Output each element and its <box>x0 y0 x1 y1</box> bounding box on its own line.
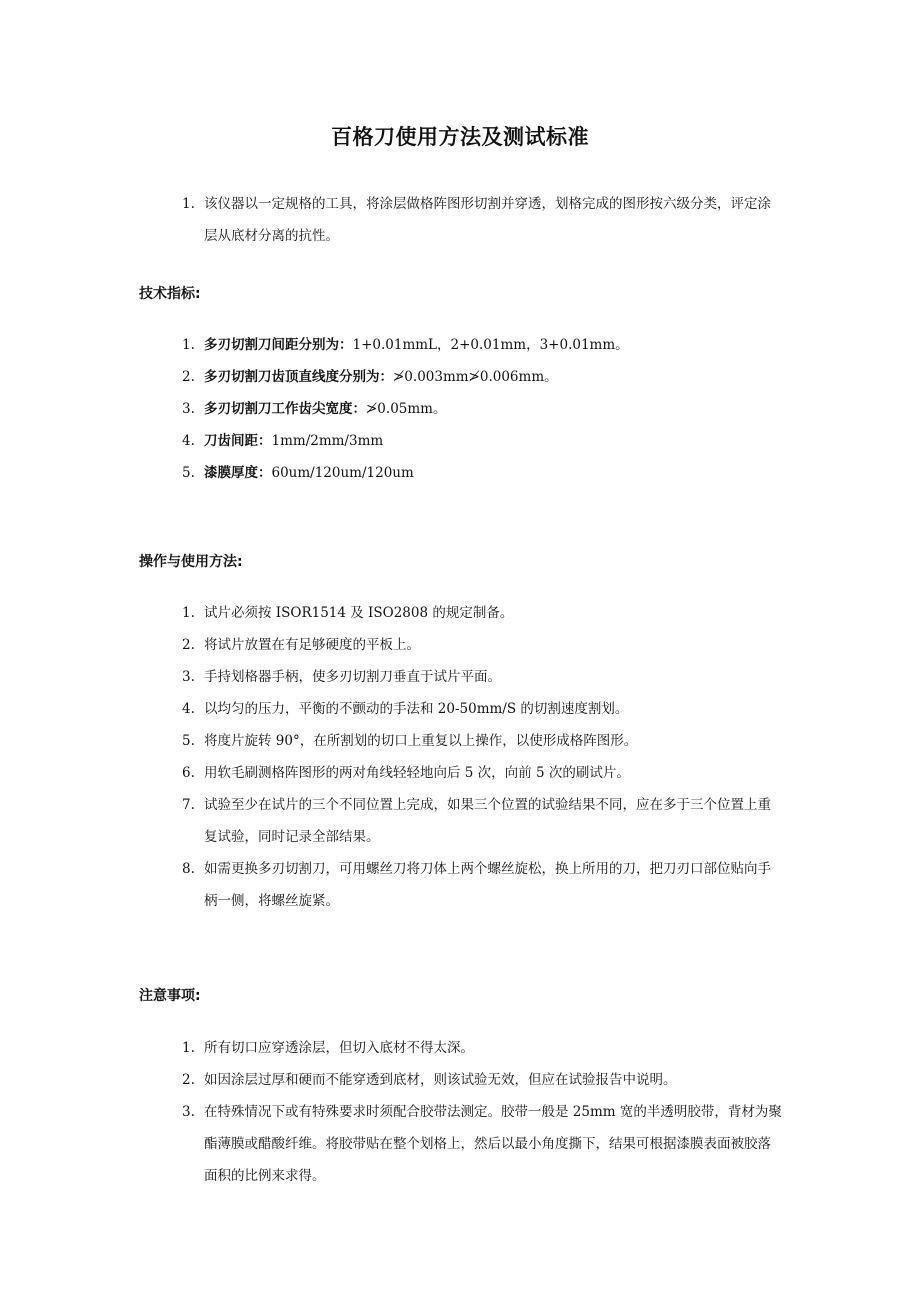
item-number: 1. <box>182 337 195 353</box>
item-number: 5. <box>182 733 195 749</box>
section-heading-ops: 操作与使用方法: <box>139 554 243 570</box>
item-text: 以均匀的压力，平衡的不颤动的手法和 20-50mm/S 的切割速度割划。 <box>204 701 629 717</box>
item-text: 60um/120um/120um <box>271 465 414 481</box>
list-item <box>182 853 782 917</box>
list-item <box>182 393 782 425</box>
item-text: 在特殊情况下或有特殊要求时须配合胶带法测定。胶带一般是 25mm 宽的半透明胶带，背材为聚酯薄膜或醋酸纤维。将胶带贴在整个划格上，然后以最小角度撕下，结果可根据漆膜表面被胶落面积的比例来求得。 <box>204 1104 782 1184</box>
list-item <box>182 1032 782 1064</box>
item-text: ≯0.003mm≯0.006mm。 <box>393 369 558 385</box>
item-label: 多刃切割刀齿顶直线度分别为： <box>204 369 393 385</box>
item-number: 8. <box>182 861 195 877</box>
item-text: 如因涂层过厚和硬而不能穿透到底材，则该试验无效，但应在试验报告中说明。 <box>204 1072 677 1088</box>
item-text: 所有切口应穿透涂层，但切入底材不得太深。 <box>204 1040 474 1056</box>
section-heading-tech: 技术指标: <box>139 286 201 302</box>
list-item <box>182 1064 782 1096</box>
section-heading-notes: 注意事项: <box>139 988 201 1004</box>
list-item <box>182 789 782 853</box>
item-text: 如需更换多刃切割刀，可用螺丝刀将刀体上两个螺丝旋松，换上所用的刀，把刀刃口部位贴向手柄一侧，将螺丝旋紧。 <box>204 861 771 909</box>
item-number: 3. <box>182 1104 195 1120</box>
item-label: 多刃切割刀间距分别为： <box>204 337 353 353</box>
list-item <box>182 693 782 725</box>
item-number: 5. <box>182 465 195 481</box>
item-number: 2. <box>182 1072 195 1088</box>
item-text: 1mm/2mm/3mm <box>271 433 384 449</box>
item-number: 7. <box>182 797 195 813</box>
list-item <box>182 629 782 661</box>
list-item <box>182 361 782 393</box>
list-item <box>182 457 782 489</box>
item-text: 试片必须按 ISOR1514 及 ISO2808 的规定制备。 <box>204 605 514 621</box>
list-item <box>182 1096 782 1192</box>
item-text: 1+0.01mmL，2+0.01mm，3+0.01mm。 <box>352 337 629 353</box>
item-number: 3. <box>182 401 195 417</box>
intro-list <box>182 188 782 252</box>
item-text: 手持划格器手柄，使多刃切割刀垂直于试片平面。 <box>204 669 501 685</box>
item-number: 3. <box>182 669 195 685</box>
item-label: 刀齿间距： <box>204 433 272 449</box>
list-item <box>182 757 782 789</box>
list-item <box>182 188 782 252</box>
ops-list <box>182 597 782 917</box>
list-item <box>182 597 782 629</box>
item-text: 将试片放置在有足够硬度的平板上。 <box>204 637 420 653</box>
list-item <box>182 425 782 457</box>
tech-list <box>182 329 782 489</box>
item-number: 1. <box>182 1040 195 1056</box>
item-label: 漆膜厚度： <box>204 465 272 481</box>
page-title: 百格刀使用方法及测试标准 <box>331 125 589 149</box>
item-number: 1. <box>182 196 195 212</box>
item-number: 2. <box>182 637 195 653</box>
item-text: 试验至少在试片的三个不同位置上完成，如果三个位置的试验结果不同，应在多于三个位置上重复试验，同时记录全部结果。 <box>204 797 771 845</box>
item-text: 用软毛刷测格阵图形的两对角线轻轻地向后 5 次，向前 5 次的刷试片。 <box>204 765 630 781</box>
notes-list <box>182 1032 782 1192</box>
item-text: ≯0.05mm。 <box>366 401 447 417</box>
item-text: 该仪器以一定规格的工具，将涂层做格阵图形切割并穿透，划格完成的图形按六级分类，评定涂层从底材分离的抗性。 <box>204 196 771 244</box>
list-item <box>182 661 782 693</box>
list-item <box>182 725 782 757</box>
list-item <box>182 329 782 361</box>
item-label: 多刃切割刀工作齿尖宽度： <box>204 401 366 417</box>
item-number: 2. <box>182 369 195 385</box>
item-number: 1. <box>182 605 195 621</box>
item-number: 6. <box>182 765 195 781</box>
item-number: 4. <box>182 701 195 717</box>
item-number: 4. <box>182 433 195 449</box>
item-text: 将度片旋转 90°，在所割划的切口上重复以上操作，以使形成格阵图形。 <box>204 733 638 749</box>
